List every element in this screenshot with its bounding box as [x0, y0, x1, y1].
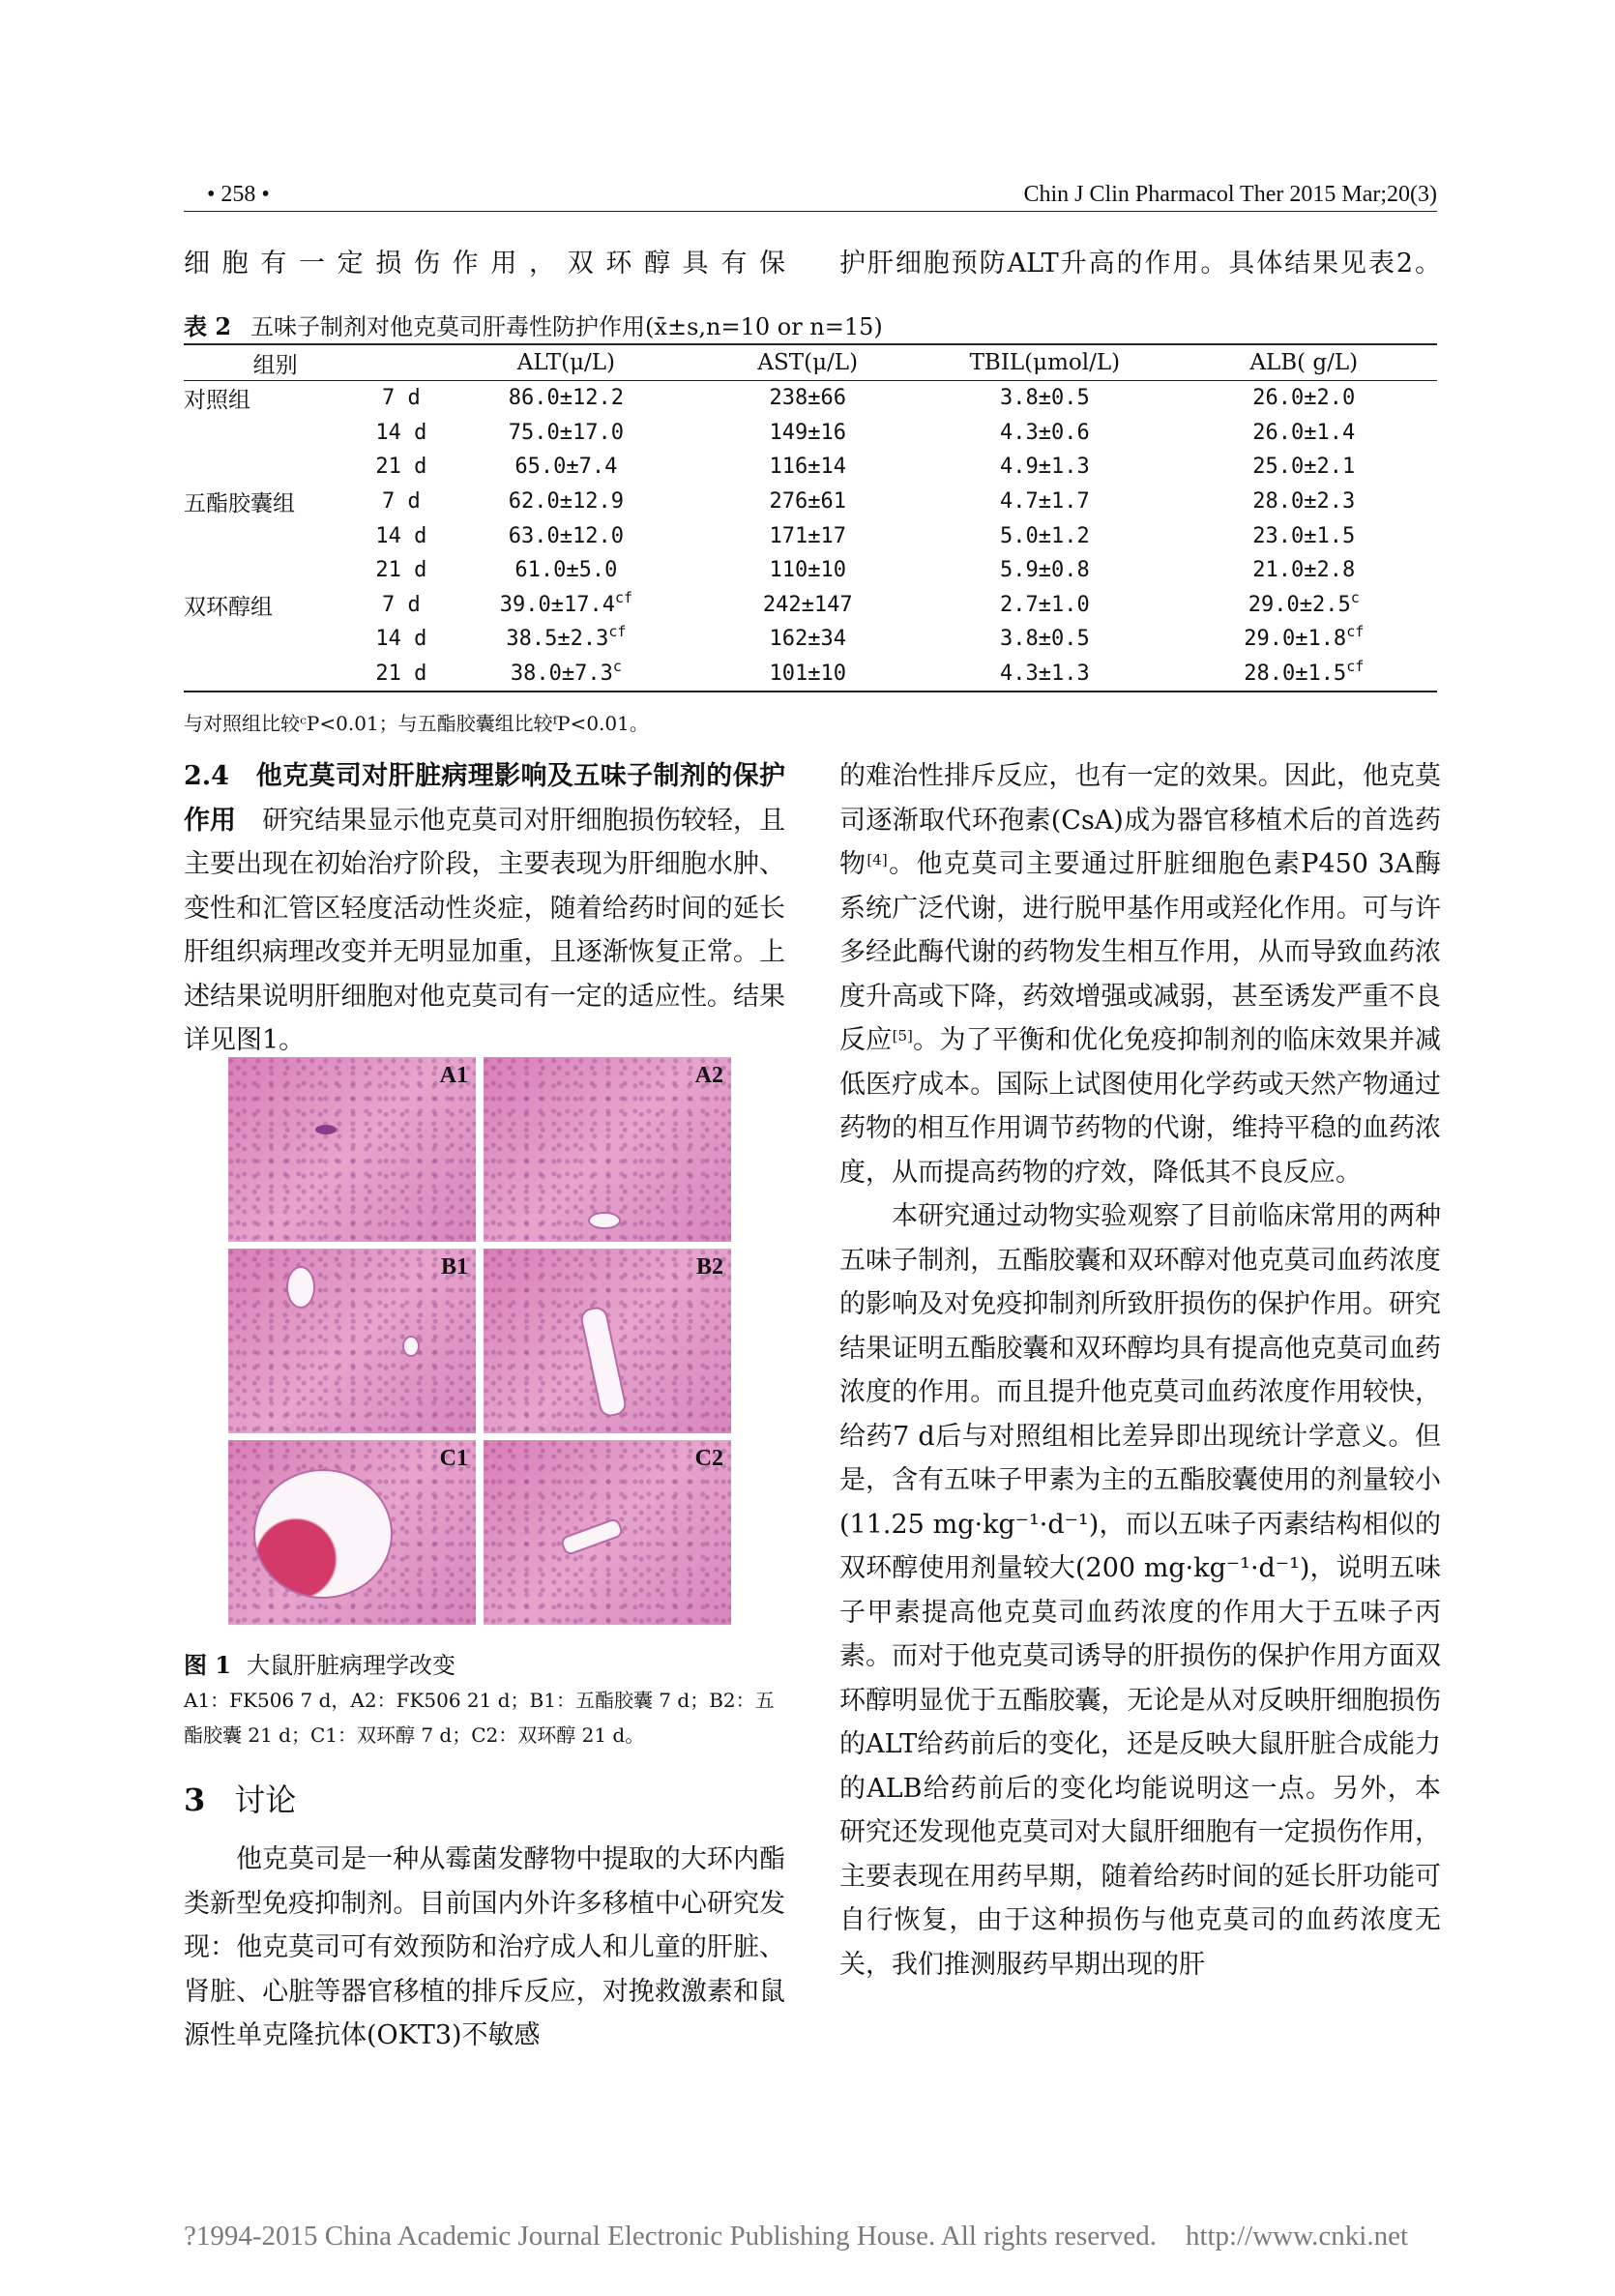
significance-mark: cf	[614, 588, 633, 606]
cell-alt-value: 86.0±12.2	[508, 386, 624, 411]
cell-ast	[696, 518, 919, 553]
cell-tbil-value: 5.0±1.2	[999, 523, 1090, 548]
cell-tbil	[919, 657, 1170, 692]
discussion-right-paragraph-1	[839, 754, 1441, 1194]
cell-alt-value: 75.0±17.0	[508, 420, 624, 445]
cell-tbil-value: 4.3±1.3	[999, 662, 1090, 687]
cell-alt	[436, 622, 697, 657]
journal-citation: Chin J Clin Pharmacol Ther 2015 Mar;20(3)	[1023, 182, 1437, 207]
cell-alb	[1170, 518, 1437, 553]
significance-mark: cf	[1346, 658, 1365, 676]
cell-day	[367, 381, 435, 416]
cell-day-value: 7 d	[382, 386, 421, 411]
discussion-paragraph-1: 他克莫司是一种从霉菌发酵物中提取的大环内酯类新型免疫抑制剂。目前国内外许多移植中心研究发现：他克莫司可有效预防和治疗成人和儿童的肝脏、肾脏、心脏等器官移植的排斥反应，对挽救激素和鼠源性单克隆抗体(OKT3)不敏感	[184, 1844, 785, 2050]
cell-alt	[436, 485, 697, 519]
cell-group-value: 双环醇组	[184, 594, 273, 620]
table-row	[184, 381, 1437, 416]
cell-group	[184, 416, 367, 451]
cell-day-value: 14 d	[375, 627, 427, 652]
cell-day-value: 14 d	[375, 523, 427, 548]
liver-pathology-figure	[228, 1057, 731, 1618]
cell-ast	[696, 381, 919, 416]
cell-tbil	[919, 450, 1170, 485]
section-2-4-paragraph	[184, 754, 785, 1063]
table-row	[184, 450, 1437, 485]
text-run: 。为了平衡和优化免疫抑制剂的临床效果并减低医疗成本。国际上试图使用化学药或天然产物通过药物的相互作用调节药物的代谢，维持平稳的血药浓度，从而提高药物的疗效，降低其不良反应。	[839, 1025, 1442, 1188]
discussion-right-paragraph-2: 本研究通过动物实验观察了目前临床常用的两种五味子制剂，五酯胶囊和双环醇对他克莫司血药浓度的影响及对免疫抑制剂所致肝损伤的保护作用。研究结果证明五酯胶囊和双环醇均具有提高他克莫司血药浓度的作用。而且提升他克莫司血药浓度作用较快，给药7 d后与对照组相比差异即出现统计学意义。但是，含有五味子甲素为主的五酯胶囊使用的剂量较小(11.25 mg·kg⁻¹·d⁻¹)，而以五味子丙素结构相似的双环醇使用剂量较大(200 mg·kg⁻¹·d⁻¹)，说明五味子甲素提高他克莫司血药浓度的作用大于五味子丙素。而对于他克莫司诱导的肝损伤的保护作用方面双环醇明显优于五酯胶囊，无论是从对反映肝细胞损伤的ALT给药前后的变化，还是反映大鼠肝脏合成能力的ALB给药前后的变化均能说明这一点。另外，本研究还发现他克莫司对大鼠肝细胞有一定损伤作用，主要表现在用药早期，随着给药时间的延长肝功能可自行恢复，由于这种损伤与他克莫司的血药浓度无关，我们推测服药早期出现的肝	[839, 1201, 1442, 1980]
significance-mark: c	[612, 658, 622, 676]
cell-alb	[1170, 553, 1437, 588]
cell-day	[367, 416, 435, 451]
cell-tbil	[919, 416, 1170, 451]
cell-ast	[696, 553, 919, 588]
cell-alb	[1170, 588, 1437, 623]
cell-tbil	[919, 518, 1170, 553]
cell-alb	[1170, 381, 1437, 416]
col-header-ast: AST(μ/L)	[696, 344, 919, 381]
cell-alb-value: 29.0±1.8	[1244, 627, 1347, 652]
figure-label: 图 1	[184, 1651, 232, 1679]
figure-title: 大鼠肝脏病理学改变	[247, 1652, 456, 1679]
cell-day	[367, 622, 435, 657]
cell-group	[184, 553, 367, 588]
cell-alb-value: 23.0±1.5	[1252, 523, 1356, 548]
cell-alb-value: 29.0±2.5	[1248, 592, 1351, 617]
cell-day	[367, 450, 435, 485]
cell-alb-value: 28.0±2.3	[1252, 489, 1356, 515]
cell-tbil	[919, 485, 1170, 519]
cell-alt	[436, 381, 697, 416]
header-rule	[184, 211, 1437, 212]
col-header-tbil: TBIL(μmol/L)	[919, 344, 1170, 381]
cell-alt-value: 62.0±12.9	[508, 489, 624, 515]
table-header-row	[184, 344, 1437, 381]
cell-alt	[436, 450, 697, 485]
cell-group	[184, 588, 367, 623]
panel-label: B2	[695, 1254, 723, 1280]
citation-ref[interactable]: [4]	[866, 851, 888, 868]
panel-a2	[484, 1057, 731, 1242]
cell-ast	[696, 588, 919, 623]
panel-c2	[484, 1440, 731, 1625]
table-row	[184, 657, 1437, 692]
cell-tbil	[919, 553, 1170, 588]
page-number: • 258 •	[207, 182, 270, 207]
cell-ast	[696, 622, 919, 657]
results-table	[184, 343, 1437, 692]
table-row	[184, 622, 1437, 657]
cell-ast	[696, 416, 919, 451]
table-title: 五味子制剂对他克莫司肝毒性防护作用(x̄±s,n=10 or n=15)	[250, 313, 883, 340]
section-2-4	[184, 754, 785, 1063]
footer-url[interactable]: http://www.cnki.net	[1185, 2221, 1409, 2252]
cell-day-value: 21 d	[375, 558, 427, 583]
table-label: 表 2	[184, 312, 232, 340]
table-row	[184, 588, 1437, 623]
section-3-heading	[184, 1776, 296, 1820]
cell-ast-value: 149±16	[769, 420, 846, 445]
cell-alt	[436, 657, 697, 692]
cell-day-value: 21 d	[375, 455, 427, 480]
cell-alb-value: 25.0±2.1	[1252, 455, 1356, 480]
col-header-alb: ALB( g/L)	[1170, 344, 1437, 381]
cell-group-value: 五酯胶囊组	[184, 491, 295, 517]
panel-label: C1	[439, 1446, 468, 1471]
table-row	[184, 416, 1437, 451]
cell-alt	[436, 518, 697, 553]
figure-caption	[184, 1646, 455, 1680]
table-row	[184, 518, 1437, 553]
cell-alt	[436, 588, 697, 623]
citation-ref[interactable]: [5]	[892, 1027, 913, 1045]
section-2-4-heading: 2.4 他克莫司对肝脏病理影响及五味子制剂的保护作用	[184, 761, 785, 836]
cell-day-value: 21 d	[375, 662, 427, 687]
cell-ast-value: 162±34	[769, 627, 846, 652]
table-row	[184, 485, 1437, 519]
significance-mark: cf	[608, 623, 627, 641]
cell-day-value: 7 d	[382, 489, 421, 515]
cell-alb-value: 28.0±1.5	[1244, 662, 1347, 687]
cell-day	[367, 588, 435, 623]
cell-tbil-value: 4.7±1.7	[999, 489, 1090, 515]
section-title: 讨论	[234, 1781, 297, 1818]
cell-alb-value: 21.0±2.8	[1252, 558, 1356, 583]
cell-alt-value: 61.0±5.0	[514, 558, 618, 583]
table-row	[184, 553, 1437, 588]
text-run: 。他克莫司主要通过肝脏细胞色素P450 3A酶系统广泛代谢，进行脱甲基作用或羟化作用。可与许多经此酶代谢的药物发生相互作用，从而导致血药浓度升高或下降，药效增强或减弱，甚至诱发严重不良反应	[839, 849, 1442, 1055]
cell-alb-value: 26.0±1.4	[1252, 420, 1356, 445]
cell-day-value: 14 d	[375, 420, 427, 445]
cell-group	[184, 518, 367, 553]
cell-day-value: 7 d	[382, 592, 421, 617]
top-line-left: 细胞有一定损伤作用，双环醇具有保	[184, 249, 785, 279]
cell-ast-value: 276±61	[769, 489, 846, 515]
cell-alb	[1170, 450, 1437, 485]
discussion-left	[184, 1838, 785, 2058]
cell-ast	[696, 450, 919, 485]
cell-alt-value: 63.0±12.0	[508, 523, 624, 548]
cell-group	[184, 657, 367, 692]
cell-alt-value: 38.5±2.3	[506, 627, 609, 652]
cell-alt-value: 38.0±7.3	[510, 662, 613, 687]
section-number: 3	[184, 1781, 206, 1818]
cell-group	[184, 485, 367, 519]
cell-tbil	[919, 588, 1170, 623]
cell-day	[367, 657, 435, 692]
cell-tbil-value: 3.8±0.5	[999, 386, 1090, 411]
panel-c1	[228, 1440, 476, 1625]
cell-tbil-value: 2.7±1.0	[999, 592, 1090, 617]
cell-alb	[1170, 657, 1437, 692]
cell-group-value: 对照组	[184, 388, 250, 414]
col-header-alt: ALT(μ/L)	[436, 344, 697, 381]
panel-label: A1	[439, 1063, 468, 1088]
cell-alb	[1170, 622, 1437, 657]
panel-label: B1	[440, 1254, 468, 1280]
cell-ast-value: 171±17	[769, 523, 846, 548]
discussion-right	[839, 754, 1441, 1987]
significance-mark: cf	[1346, 623, 1365, 641]
cell-day	[367, 553, 435, 588]
panel-b1	[228, 1249, 476, 1433]
cell-tbil-value: 3.8±0.5	[999, 627, 1090, 652]
cell-alb	[1170, 416, 1437, 451]
cell-alt-value: 65.0±7.4	[514, 455, 618, 480]
cell-ast-value: 242±147	[762, 592, 853, 617]
cell-ast	[696, 657, 919, 692]
cell-group	[184, 622, 367, 657]
top-line-right: 护肝细胞预防ALT升高的作用。具体结果见表2。	[839, 249, 1441, 279]
panel-b2	[484, 1249, 731, 1433]
cell-ast-value: 110±10	[769, 558, 846, 583]
cell-tbil-value: 4.9±1.3	[999, 455, 1090, 480]
significance-mark: c	[1350, 588, 1360, 606]
cell-tbil-value: 5.9±0.8	[999, 558, 1090, 583]
section-2-4-body: 研究结果显示他克莫司对肝细胞损伤较轻，且主要出现在初始治疗阶段，主要表现为肝细胞水肿、变性和汇管区轻度活动性炎症，随着给药时间的延长肝组织病理改变并无明显加重，且逐渐恢复正常。上述结果说明肝细胞对他克莫司有一定的适应性。结果详见图1。	[184, 805, 786, 1055]
cell-alt-value: 39.0±17.4	[499, 592, 615, 617]
figure-note: A1：FK506 7 d，A2：FK506 21 d；B1：五酯胶囊 7 d；B2：五酯胶囊 21 d；C1：双环醇 7 d；C2：双环醇 21 d。	[184, 1689, 775, 1747]
panel-label: A2	[694, 1063, 723, 1088]
cell-ast-value: 101±10	[769, 662, 846, 687]
col-header-group: 组别	[184, 344, 367, 381]
text-run: 的难治性排斥反应，也有一定的效果。因此，他克莫司逐渐取代环孢素(CsA)成为器官移植术后的首选药物	[839, 761, 1441, 879]
cell-ast	[696, 485, 919, 519]
cell-tbil	[919, 622, 1170, 657]
cell-alt	[436, 553, 697, 588]
cell-group	[184, 450, 367, 485]
cell-ast-value: 116±14	[769, 455, 846, 480]
cell-day	[367, 485, 435, 519]
cell-alb-value: 26.0±2.0	[1252, 386, 1356, 411]
col-header-day	[367, 344, 435, 381]
cell-tbil	[919, 381, 1170, 416]
panel-a1	[228, 1057, 476, 1242]
cell-group	[184, 381, 367, 416]
cell-tbil-value: 4.3±0.6	[999, 420, 1090, 445]
table-caption	[184, 308, 883, 341]
cell-alb	[1170, 485, 1437, 519]
footer	[184, 2221, 1441, 2252]
table-note: 与对照组比较ᶜP<0.01；与五酯胶囊组比较ᶠP<0.01。	[184, 712, 649, 735]
cell-day	[367, 518, 435, 553]
cell-ast-value: 238±66	[769, 386, 846, 411]
cell-alt	[436, 416, 697, 451]
copyright-notice: ?1994-2015 China Academic Journal Electronic Publishing House. All rights reserved.	[184, 2221, 1157, 2252]
panel-label: C2	[694, 1446, 723, 1471]
